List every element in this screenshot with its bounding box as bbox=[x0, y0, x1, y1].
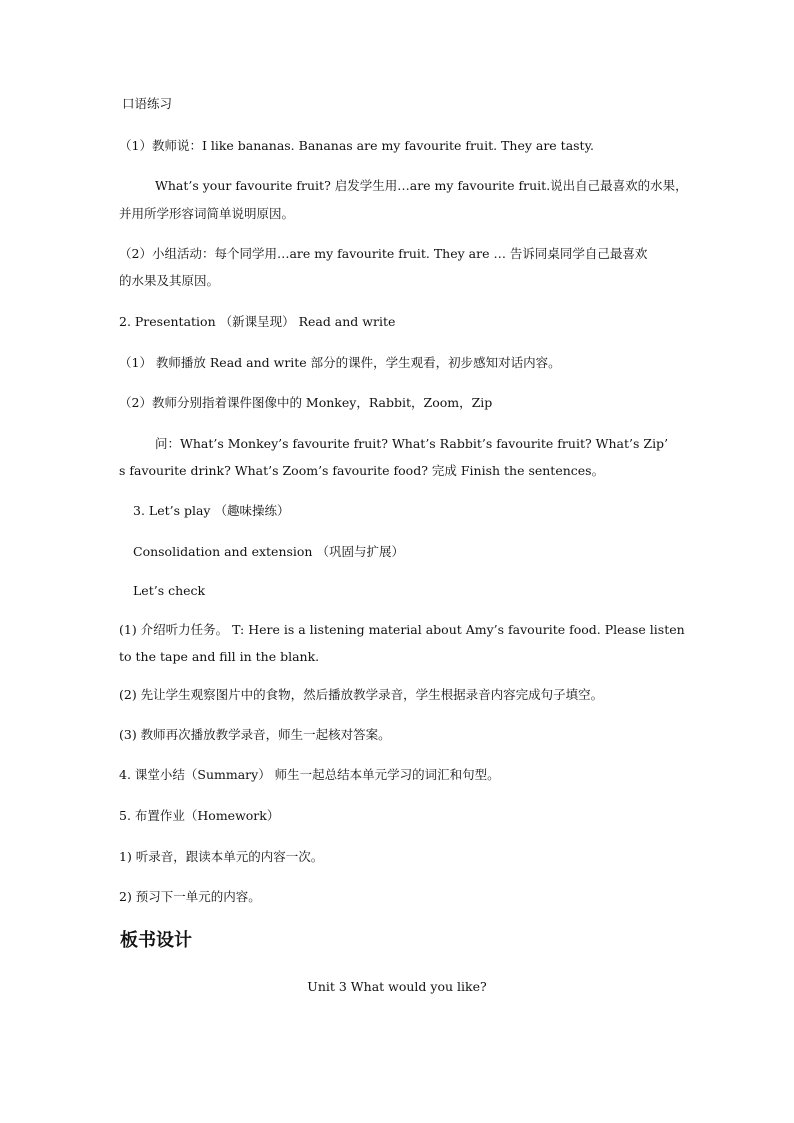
text-line: 问：What’s Monkey’s favourite fruit? What’s Rabbit’s favourite fruit? What’s Zip’ bbox=[155, 436, 669, 451]
text-line-lets-play: 3. Let’s play （趣味操练） bbox=[133, 503, 290, 518]
text-line: （2）教师分别指着课件图像中的 Monkey，Rabbit，Zoom，Zip bbox=[119, 395, 493, 410]
text-line: 2) 预习下一单元的内容。 bbox=[119, 889, 261, 904]
text-line: 并用所学形容词简单说明原因。 bbox=[119, 206, 295, 221]
text-line: s favourite drink? What’s Zoom’s favourite food? 完成 Finish the sentences。 bbox=[119, 463, 605, 478]
text-line-presentation: 2. Presentation （新课呈现） Read and write bbox=[119, 314, 396, 329]
text-line: (1) 介绍听力任务。 T: Here is a listening material about Amy’s favourite food. Please listen bbox=[119, 622, 685, 637]
text-line: 的水果及其原因。 bbox=[119, 273, 220, 288]
text-line: (3) 教师再次播放教学录音，师生一起核对答案。 bbox=[119, 727, 391, 742]
text-line: （2）小组活动：每个同学用…are my favourite fruit. They are … 告诉同桌同学自己最喜欢 bbox=[119, 246, 648, 261]
board-title: Unit 3 What would you like? bbox=[307, 979, 487, 994]
section-heading: 板书设计 bbox=[120, 930, 192, 951]
text-line: What’s your favourite fruit? 启发学生用…are my favourite fruit.说出自己最喜欢的水果， bbox=[155, 178, 688, 193]
text-line-consolidation: Consolidation and extension （巩固与扩展） bbox=[133, 544, 404, 559]
text-line-lets-check: Let’s check bbox=[133, 583, 206, 598]
text-line: to the tape and fill in the blank. bbox=[119, 649, 320, 664]
text-line: （1） 教师播放 Read and write 部分的课件，学生观看，初步感知对话内容。 bbox=[119, 355, 561, 370]
text-line: (2) 先让学生观察图片中的食物，然后播放教学录音，学生根据录音内容完成句子填空。 bbox=[119, 687, 604, 702]
text-line-oral-practice: 口语练习 bbox=[122, 96, 173, 111]
text-line: （1）教师说：I like bananas. Bananas are my favourite fruit. They are tasty. bbox=[119, 138, 594, 153]
text-line-homework: 5. 布置作业（Homework） bbox=[119, 808, 280, 823]
text-line-summary: 4. 课堂小结（Summary） 师生一起总结本单元学习的词汇和句型。 bbox=[119, 767, 500, 782]
text-line: 1) 听录音，跟读本单元的内容一次。 bbox=[119, 849, 324, 864]
